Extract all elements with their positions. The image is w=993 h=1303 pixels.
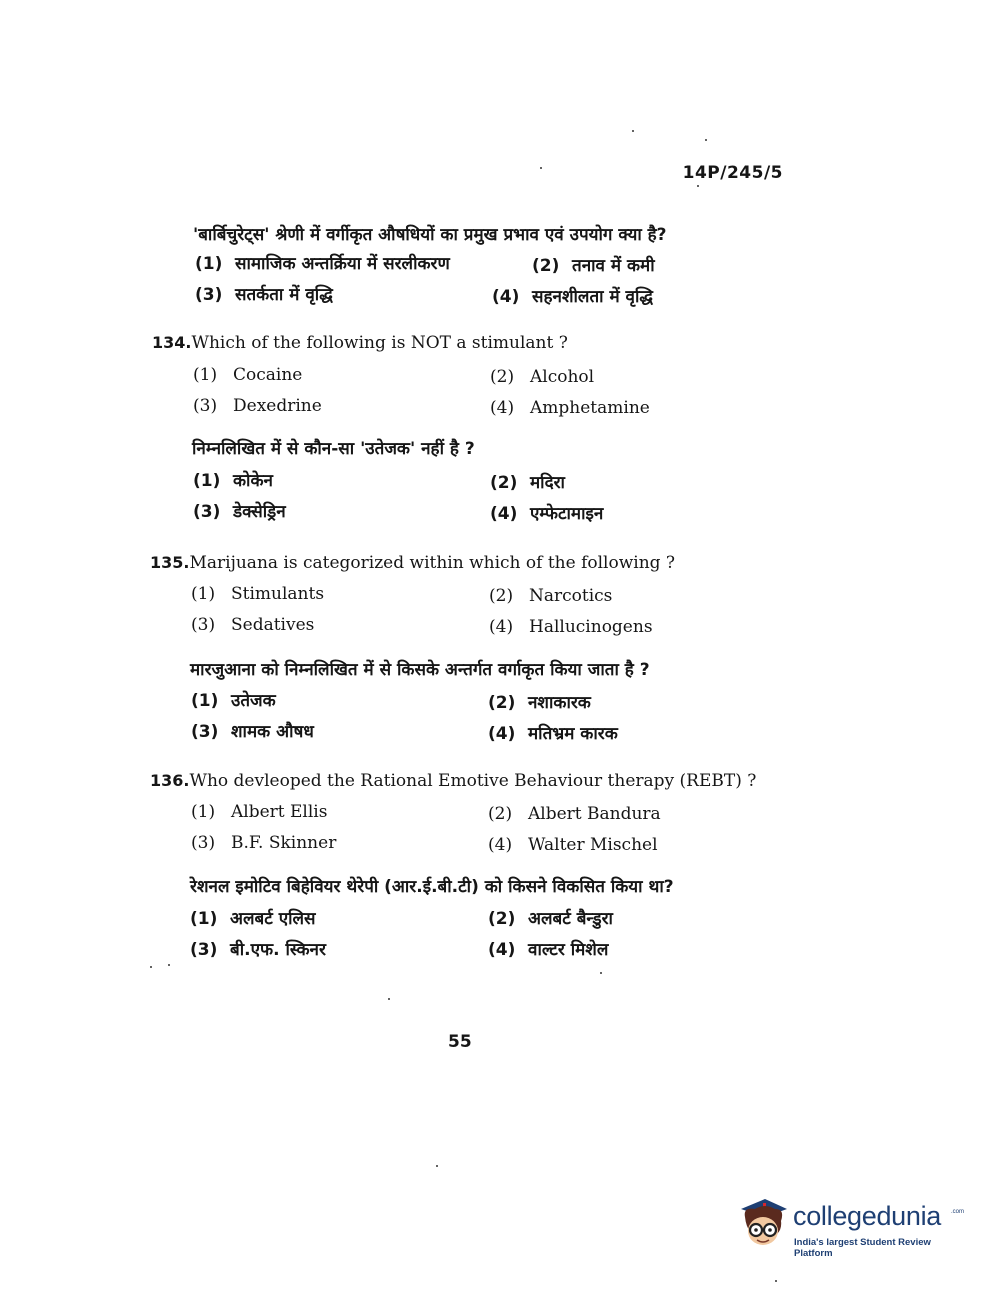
q135-option-3: (3) Sedatives — [191, 615, 315, 635]
q135-hindi-question: मारजुआना को निम्नलिखित में से किसके अन्तर्गत वर्गाकृत किया जाता है ? — [190, 660, 650, 680]
scan-speck — [697, 185, 699, 187]
scan-speck — [540, 167, 542, 169]
scan-speck — [388, 998, 390, 1000]
q136-question: 136.Who devleoped the Rational Emotive Behaviour therapy (REBT) ? — [150, 771, 757, 791]
collegedunia-logo — [735, 1195, 965, 1259]
q134-option-1: (1) Cocaine — [193, 365, 303, 385]
q135-option-4: (4) Hallucinogens — [489, 617, 653, 637]
scan-speck — [436, 1165, 438, 1167]
q136-option-1: (1) Albert Ellis — [191, 802, 328, 822]
q134-option-3: (3) Dexedrine — [193, 396, 322, 416]
q134-option-2: (2) Alcohol — [490, 367, 595, 387]
q136-option-3: (3) B.F. Skinner — [191, 833, 337, 853]
brand-name: collegedunia — [793, 1201, 942, 1231]
q134-hindi-question: निम्नलिखित में से कौन-सा 'उतेजक' नहीं है ? — [192, 439, 475, 459]
q135-question: 135.Marijuana is categorized within which of the following ? — [150, 553, 676, 573]
page-number: 55 — [448, 1032, 472, 1052]
scan-speck — [168, 964, 170, 966]
q136-hindi-option-3: (3) बी.एफ. स्किनर — [190, 940, 326, 960]
q133-hindi-option-1: (1) सामाजिक अन्तर्क्रिया में सरलीकरण — [195, 254, 450, 274]
scan-speck — [600, 972, 602, 974]
q133-hindi-option-3: (3) सतर्कता में वृद्धि — [195, 285, 333, 305]
brand-domain: .com — [951, 1209, 965, 1215]
q135-hindi-option-2: (2) नशाकारक — [488, 693, 591, 713]
scan-speck — [775, 1280, 777, 1282]
q136-option-4: (4) Walter Mischel — [488, 835, 658, 855]
q136-hindi-option-4: (4) वाल्टर मिशेल — [488, 940, 609, 960]
q134-option-4: (4) Amphetamine — [490, 398, 650, 418]
q136-option-2: (2) Albert Bandura — [488, 804, 661, 824]
q135-hindi-option-3: (3) शामक औषध — [191, 722, 314, 742]
q136-hindi-option-2: (2) अलबर्ट बैन्डुरा — [488, 909, 613, 929]
q133-hindi-option-4: (4) सहनशीलता में वृद्धि — [492, 287, 653, 307]
brand-tagline: India's largest Student Review Platform — [794, 1237, 931, 1259]
q134-hindi-option-1: (1) कोकेन — [193, 471, 273, 491]
q135-option-1: (1) Stimulants — [191, 584, 325, 604]
paper-code: 14P/245/5 — [682, 163, 783, 183]
scan-speck — [150, 966, 152, 968]
q134-hindi-option-2: (2) मदिरा — [490, 473, 565, 493]
scan-speck — [632, 130, 634, 132]
q135-option-2: (2) Narcotics — [489, 586, 613, 606]
q133-hindi-option-2: (2) तनाव में कमी — [532, 256, 655, 276]
q136-hindi-question: रेशनल इमोटिव बिहेवियर थेरेपी (आर.ई.बी.टी) को किसने विकसित किया था? — [190, 877, 674, 897]
q135-hindi-option-1: (1) उतेजक — [191, 691, 276, 711]
q134-question: 134.Which of the following is NOT a stimulant ? — [152, 333, 568, 353]
q134-hindi-option-4: (4) एम्फेटामाइन — [490, 504, 604, 524]
q136-hindi-option-1: (1) अलबर्ट एलिस — [190, 909, 316, 929]
q134-hindi-option-3: (3) डेक्सेड्रिन — [193, 502, 286, 522]
q135-hindi-option-4: (4) मतिभ्रम कारक — [488, 724, 618, 744]
scan-speck — [705, 139, 707, 141]
q133-hindi-question: 'बार्बिचुरेट्स' श्रेणी में वर्गीकृत औषधियों का प्रमुख प्रभाव एवं उपयोग क्या है? — [193, 225, 667, 245]
student-mascot-icon — [735, 1195, 793, 1255]
